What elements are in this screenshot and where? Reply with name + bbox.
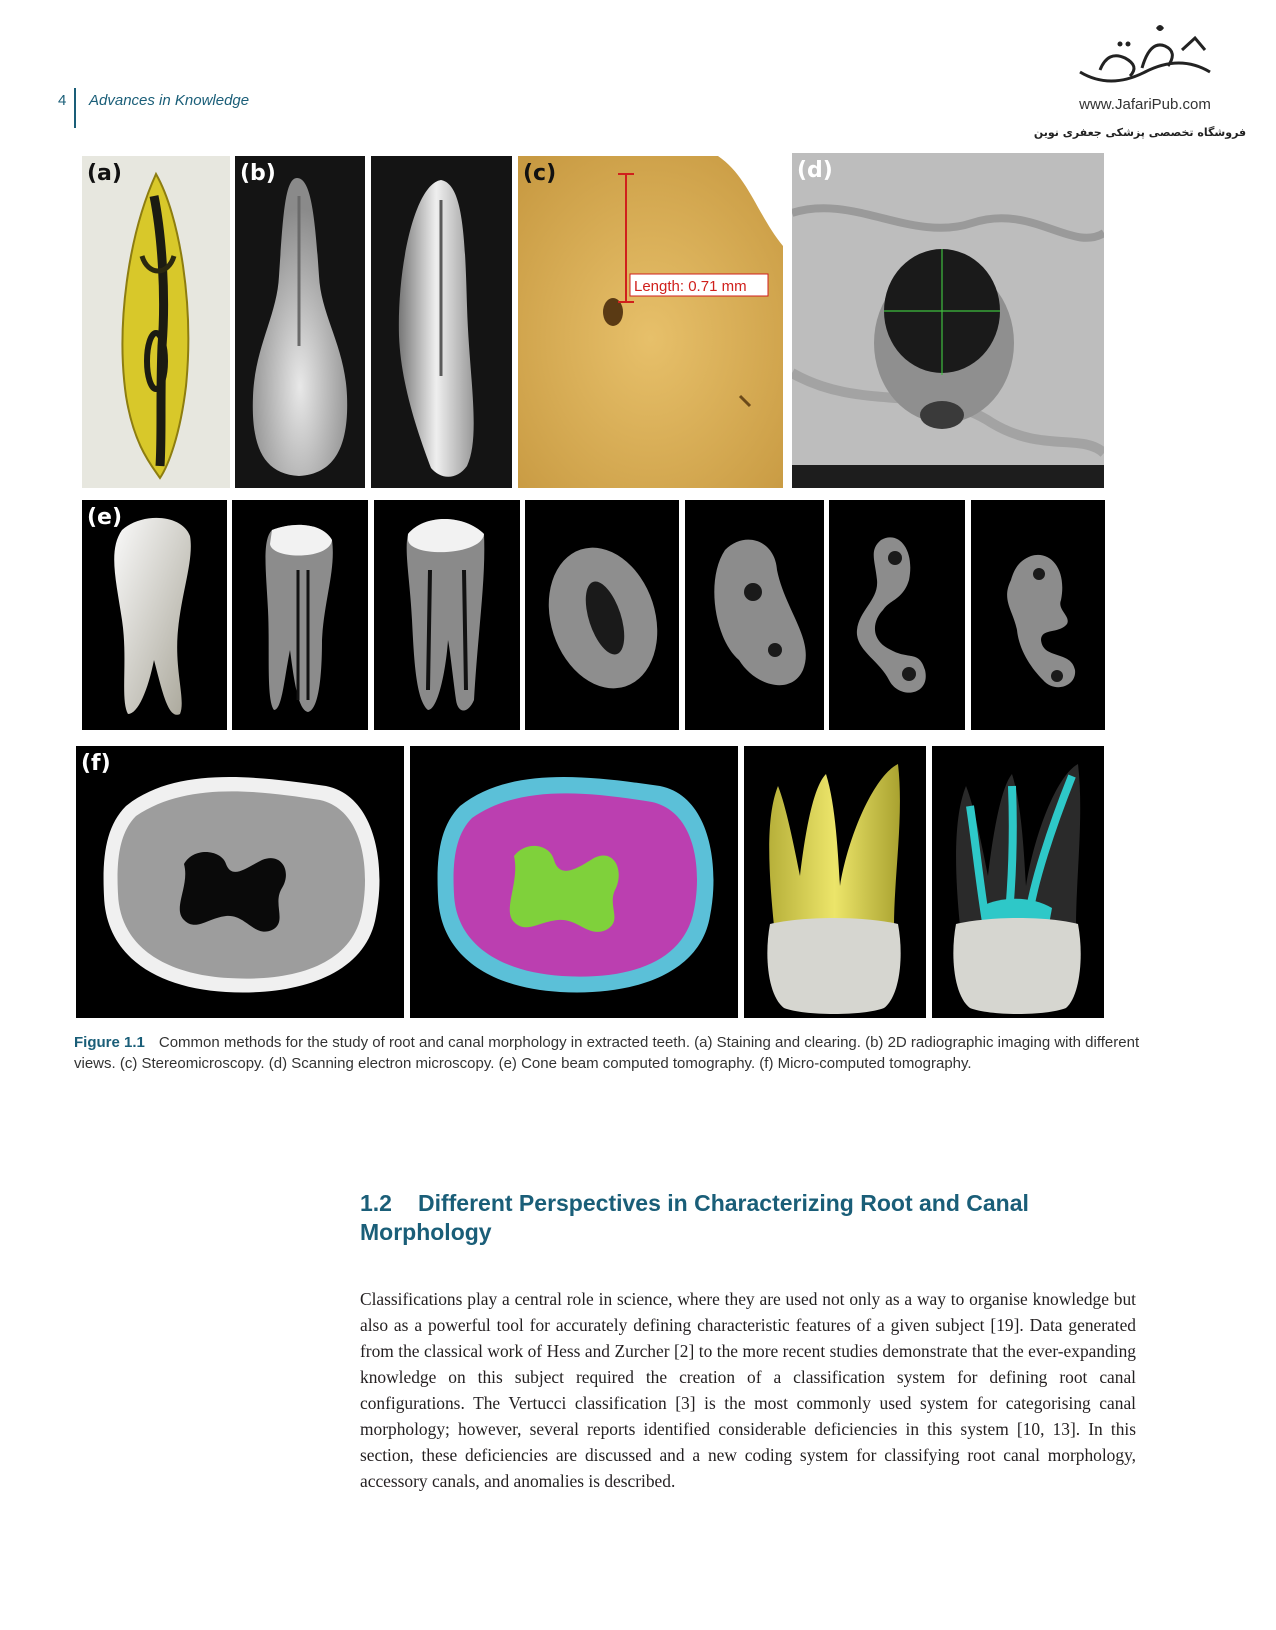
panel-label-f: (f) [81, 751, 111, 776]
figure-panel-f-view-2 [410, 746, 738, 1018]
figure-panel-c [518, 156, 783, 488]
cbct-axial-3-image [829, 500, 965, 730]
measurement-label: Length: 0.71 mm [634, 278, 747, 295]
microct-3d-canals-image [932, 746, 1104, 1018]
panel-label-e: (e) [87, 505, 123, 530]
microct-3d-roots-image [744, 746, 926, 1018]
watermark-url: www.JafariPub.com [1079, 96, 1211, 113]
figure-panel-f-view-3 [744, 746, 926, 1018]
cbct-axial-2-image [685, 500, 824, 730]
running-title: Advances in Knowledge [89, 92, 250, 109]
figure-panel-b-view-2 [371, 156, 512, 488]
microct-cross-section-image [76, 746, 404, 1018]
body-paragraph: Classifications play a central role in science, where they are used not only as a way to organise knowledge but also as a powerful tool for accurately defining characteristic features of a given subject [19]. Data generated from the classical work of Hess and Zurcher [2] to the more recent studies demonstrate that the ever-expanding knowledge on this subject required the creation of a classification system for defining root canal configurations. The Vertucci classification [3] is the most commonly used system for categorising canal morphology; however, several reports identified considerable deficiencies in this system [10, 13]. In this section, these deficiencies are discussed and a new coding system for classifying root canal morphology, accessory canals, and anomalies is described. [360, 1289, 1136, 1491]
figure-panel-e-view-5 [685, 500, 824, 730]
header-divider [74, 88, 76, 128]
cbct-axial-1-image [525, 500, 679, 730]
figure-panel-e-view-3 [374, 500, 520, 730]
figure-panel-e-view-4 [525, 500, 679, 730]
microct-segmented-section-image [410, 746, 738, 1018]
figure-panel-e-view-7 [971, 500, 1105, 730]
radiograph-proximal-image [371, 156, 512, 488]
figure-panel-f-view-1 [76, 746, 404, 1018]
figure-panel-e-view-2 [232, 500, 368, 730]
figure-caption-label: Figure 1.1 [74, 1034, 145, 1051]
cbct-3d-tooth-image [82, 500, 227, 730]
page-number: 4 [58, 92, 67, 109]
sem-image [792, 153, 1104, 488]
figure-panel-e-view-1 [82, 500, 227, 730]
figure-panel-a [82, 156, 230, 488]
figure-caption [74, 1033, 1144, 1074]
stained-tooth-image [82, 156, 230, 488]
cbct-axial-4-image [971, 500, 1105, 730]
cbct-sagittal-2-image [374, 500, 520, 730]
figure-panel-d [792, 153, 1104, 488]
panel-label-d: (d) [797, 158, 833, 183]
figure-panel-f-view-4 [932, 746, 1104, 1018]
stereomicroscope-image [518, 156, 783, 488]
panel-label-b: (b) [240, 161, 276, 186]
cbct-sagittal-1-image [232, 500, 368, 730]
watermark-tagline: فروشگاه تخصصی پزشکی جعفری نوین [1033, 126, 1247, 139]
figure-panel-b-view-1 [235, 156, 365, 488]
section-number: 1.2 [360, 1190, 392, 1216]
section-title: Different Perspectives in Characterizing Root and Canal Morphology [360, 1190, 1029, 1245]
panel-label-c: (c) [523, 161, 557, 186]
radiograph-buccal-image [235, 156, 365, 488]
figure-caption-text: Common methods for the study of root and canal morphology in extracted teeth. (a) Staining and clearing. (b) 2D radiographic imaging with different views. (c) Stereomicroscopy. (d) Scanning electron microscopy. (e) Cone beam computed tomography. (f) Micro-computed tomography. [74, 1034, 1140, 1072]
figure-panel-e-view-6 [829, 500, 965, 730]
section-heading [360, 1189, 1120, 1247]
publisher-logo-icon [1070, 20, 1220, 92]
panel-label-a: (a) [87, 161, 122, 186]
